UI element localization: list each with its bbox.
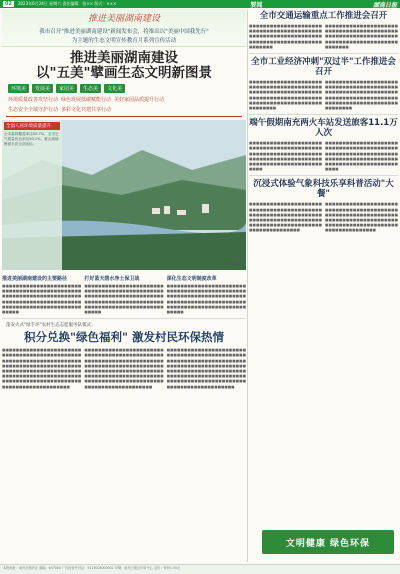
banner-line: 我市召开"推进美丽湖南建设"新闻发布会，将推出以"美丽中国我先行"	[39, 29, 209, 35]
slogan: 多彩文化共建共享行动	[61, 107, 112, 113]
headline-line: 以"五美"擘画生态文明新图景	[35, 65, 213, 81]
story-body	[249, 202, 398, 233]
divider	[249, 175, 398, 176]
photo-caption: 图片摄影	[224, 261, 240, 266]
page-number: 02	[5, 1, 12, 7]
body-text-filler: ■■■■■■■■■■■■■■■■■■■■■■■■■■■■■■■■■■■■■■■■■■■■■■■■■■■■■■■■■■■■■■■■■■■■■■■■■■■■■■■■■■■■■■■■■■■	[249, 24, 322, 49]
story-body	[249, 24, 398, 50]
article-columns	[2, 348, 246, 390]
sidebox-text: 全市森林覆盖率达59.7%，全市空气质量优良率达90.1%，重点流域断面水质全部达标。	[4, 132, 59, 146]
column-subhead: 推进美丽湖南建设的主要路径	[2, 276, 68, 282]
slogan-row	[2, 96, 246, 103]
slogan-row	[2, 106, 246, 113]
story-headline: 沉浸式体验气象科技乐享科普活动"大餐"	[253, 179, 394, 200]
slogan: 生态安全全域守护行动	[8, 107, 59, 113]
data-sidebox	[2, 120, 62, 270]
main-headline	[2, 51, 246, 81]
sidebox-title: 全面人居环境质量提升	[4, 122, 60, 130]
body-text-filler: ■■■■■■■■■■■■■■■■■■■■■■■■■■■■■■■■■■■■■■■■■■■■■■■■■■■■■■■■■■■■■■■■■■■■■■■■■■■■■■■■■■■■■■■■■■■■■■■■■■■■■■■■■■■■■■■■■■■■■■■■	[2, 284, 82, 315]
divider	[249, 53, 398, 54]
story-headline: 全市交通运输重点工作推进会召开	[259, 11, 388, 21]
article-column	[167, 273, 246, 315]
slogan: 美好家园品质提升行动	[114, 97, 165, 103]
newspaper-logo: 湖南日报	[372, 1, 397, 9]
tag: 文化美	[104, 84, 125, 93]
second-kicker: 蓬安火式"绿手环"农村生态志愿服务队模式：	[6, 323, 96, 329]
slogan-text: 文明健康 绿色环保	[285, 538, 371, 549]
body-text-filler: ■■■■■■■■■■■■■■■■■■■■■■■■■■■■■■■■■■■■■■■■■■■■■■■■■■■■■■■■■■■■■■■■■■■■■■■■■■■■■■■■■■■■■■■■■■■■■■■■■■■■■■■■■■■■■	[249, 141, 322, 172]
section-title: 要闻	[250, 1, 263, 9]
divider	[249, 114, 398, 115]
tag: 家园美	[56, 84, 77, 93]
article-columns	[2, 273, 246, 315]
slogan: 环境质量改善攻坚行动	[8, 97, 59, 103]
imprint-text: 本报地址：南充市顺庆区 邮编：637000 广告经营许可证：5113004000001 印刷：南充日报社印务中心 定价：每份1.50元	[3, 566, 181, 570]
tag: 生态美	[80, 84, 101, 93]
tag-row	[2, 84, 246, 93]
right-news-column	[249, 9, 398, 564]
story-body	[249, 80, 398, 111]
banner-title: 推进美丽湖南建设	[87, 14, 160, 24]
top-bar	[0, 0, 400, 8]
banner-line: 为主题的生态文明宣传教育月系列宣传活动	[71, 38, 177, 44]
body-text-filler: ■■■■■■■■■■■■■■■■■■■■■■■■■■■■■■■■■■■■■■■■■■■■■■■■■■■■■■■■■■■■■■■■■■■■■■■■■■■■■■■■■■■■■■■■■■■■■■■■■■■■■■■■■■■■■■■■■■■■■■■■	[249, 202, 322, 233]
column-divider	[247, 10, 248, 562]
body-text-filler: ■■■■■■■■■■■■■■■■■■■■■■■■■■■■■■■■■■■■■■■■■■■■■■■■■■■■■■■■■■■■■■■■■■■■■■■■■■■■■■■■■■■■■■■■■■■■■■■■■■■■■■■■■■■■■■■■■■■■■■■■	[325, 202, 398, 233]
story-body	[249, 141, 398, 172]
imprint-bar	[0, 564, 400, 574]
body-text-filler: ■■■■■■■■■■■■■■■■■■■■■■■■■■■■■■■■■■■■■■■■■■■■■■■■■■■■■■■■■■■■■■■■■■■■■■■■■■■■■■■■■■■■■■■■■■■	[325, 24, 398, 49]
tag: 环境美	[8, 84, 29, 93]
body-text-filler: ■■■■■■■■■■■■■■■■■■■■■■■■■■■■■■■■■■■■■■■■■■■■■■■■■■■■■■■■■■■■■■■■■■■■■■■■■■■■■■■■■■■■■■■■■■■■■■■■■■■■■■■■■■■■■■■■■■■■■■■■■■■■■■■■■■■■■■■■■■■■■■■■■■■■■■■■■■■■■■■■■■■■■■■■■■■■■■■■■■■■■	[2, 348, 82, 389]
tag: 发展美	[32, 84, 53, 93]
body-text-filler: ■■■■■■■■■■■■■■■■■■■■■■■■■■■■■■■■■■■■■■■■■■■■■■■■■■■■■■■■■■■■■■■■■■■■■■■■■■■■■■■■■■■■■■■■■■■■■■■■■■■■■■■■■■■■■■■■■■■■■■■■	[84, 284, 164, 315]
article-column	[2, 273, 81, 315]
green-slogan-banner	[262, 530, 394, 554]
divider	[2, 318, 246, 319]
slogan: 绿色发展低碳赋能行动	[61, 97, 112, 103]
body-text-filler: ■■■■■■■■■■■■■■■■■■■■■■■■■■■■■■■■■■■■■■■■■■■■■■■■■■■■■■■■■■■■■■■■■■■■■■■■■■■■■■■■■■■■■■■■■■■■■■■■■■■■■■■■■■■■■■■■■■■■■■■■■■■■■■■■■■■■■■■■■■■■■■■■■■■■■■■■■■■■■■■■■■■■■■■■■■■■■■■■■■■■■	[84, 348, 164, 389]
body-text-filler: ■■■■■■■■■■■■■■■■■■■■■■■■■■■■■■■■■■■■■■■■■■■■■■■■■■■■■■■■■■■■■■■■■■■■■■■■■■■■■■■■■■■■■■■■■■■■■■■■■■■■■■■■■■■■■■■■■	[325, 80, 398, 111]
landscape-photo	[2, 120, 246, 270]
article-column	[84, 273, 163, 315]
story-headline: 端午假期南充两火车站发送旅客11.1万人次	[249, 118, 398, 139]
headline-line: 推进美丽湖南建设	[70, 50, 178, 66]
feature-banner	[2, 9, 246, 47]
body-text-filler: ■■■■■■■■■■■■■■■■■■■■■■■■■■■■■■■■■■■■■■■■■■■■■■■■■■■■■■■■■■■■■■■■■■■■■■■■■■■■■■■■■■■■■■■■■■■■■■■■■■■■■■■■■■■■■■■■■■■■■■■■	[166, 284, 246, 315]
column-subhead: 打好蓝天碧水净土保卫战	[84, 276, 140, 282]
body-text-filler: ■■■■■■■■■■■■■■■■■■■■■■■■■■■■■■■■■■■■■■■■■■■■■■■■■■■■■■■■■■■■■■■■■■■■■■■■■■■■■■■■■■■■■■■■■■■■■■■■■■■■■■■■■■■■■	[325, 141, 398, 172]
date-line: 2023年6月24日 星期六 责任编辑：张×× 版式：×××	[17, 1, 117, 6]
main-feature	[2, 9, 246, 564]
body-text-filler: ■■■■■■■■■■■■■■■■■■■■■■■■■■■■■■■■■■■■■■■■■■■■■■■■■■■■■■■■■■■■■■■■■■■■■■■■■■■■■■■■■■■■■■■■■■■■■■■■■■■■■■■■■■■■■■■■■■■■■■■■■■■■■■■■■■■■■■■■■■■■■■■■■■■■■■■■■■■■■■■■■■■■■■■■■■■■■■■■■■■■■	[166, 348, 246, 389]
story-headline: 全市工业经济冲刺"双过半"工作推进会召开	[251, 57, 396, 78]
body-text-filler: ■■■■■■■■■■■■■■■■■■■■■■■■■■■■■■■■■■■■■■■■■■■■■■■■■■■■■■■■■■■■■■■■■■■■■■■■■■■■■■■■■■■■■■■■■■■■■■■■■■■■■■■■■■■■■■■■■	[249, 80, 322, 111]
column-subhead: 深化生态文明制度改革	[166, 276, 217, 282]
divider	[6, 116, 242, 117]
second-headline: 积分兑换"绿色福利" 激发村民环保热情	[24, 330, 224, 345]
